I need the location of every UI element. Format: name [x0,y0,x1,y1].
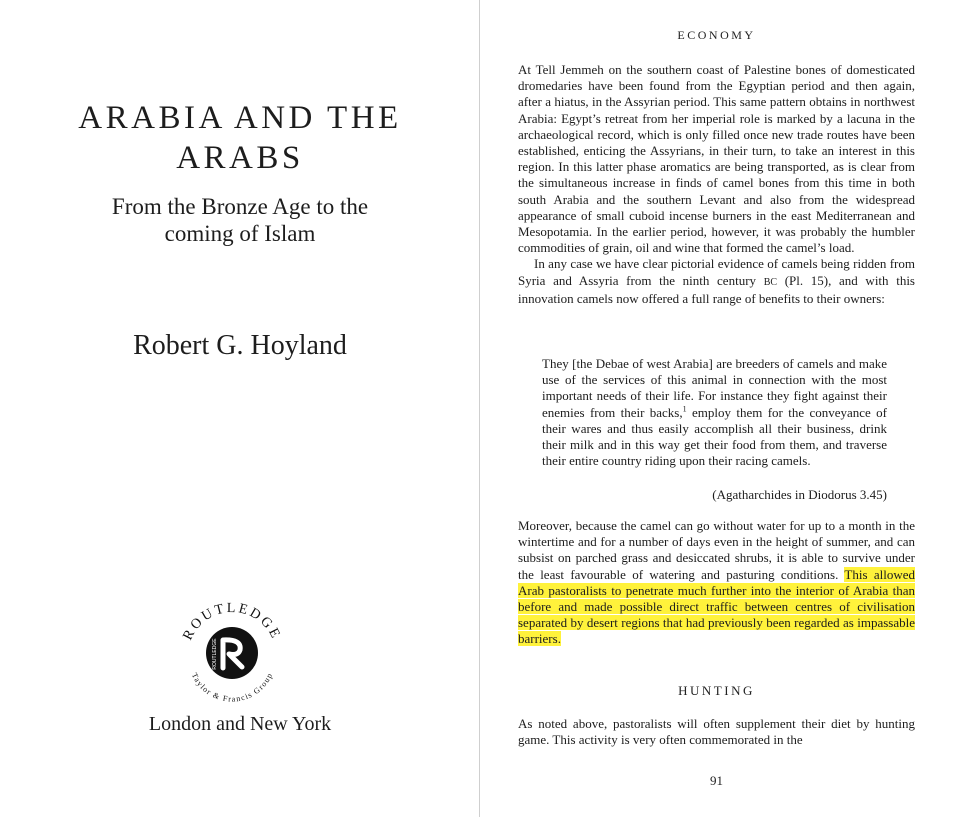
section-heading: HUNTING [678,683,755,698]
logo-arc-top-text: ROUTLEDGE [180,600,284,643]
title-page [0,0,479,817]
footnote-marker: 1 [682,404,687,414]
era-abbreviation: BC [763,276,778,288]
page-number: 91 [710,773,723,788]
paragraph-1: At Tell Jemmeh on the southern coast of Palestine bones of domesticated dromedaries have been found from the Egyptian period and then again, after a hiatus, in the Assyrian period. This same pattern obtains in northwest Arabia: Egypt’s retreat from her imperial role is marked by a lacuna in the archaeological record, which is only filled once new trade routes have been established, enticing the Assyrians, in their turn, to take an interest in this region. In this latter phase aromatics are being transported, as is clear from the simultaneous increase in finds of camel bones from this time in both south Arabia and the southern Levant and also from the widespread appearance of small cuboid incense burners in the east Mediterranean and Mesopotamia. In the earlier period, however, it was probably the humbler commodities of grain, oil and wine that formed the camel’s load. [518,62,915,256]
paragraph-4: As noted above, pastoralists will often supplement their diet by hunting game. This activity is very often commemorated in the [518,716,915,748]
book-title: ARABIA AND THE ARABS [78,100,402,176]
book-subtitle: From the Bronze Age to the coming of Islam [111,194,369,246]
logo-center-text: ROUTLEDGE [212,638,218,670]
quote-citation: (Agatharchides in Diodorus 3.45) [712,487,887,502]
running-head: ECONOMY [677,28,756,42]
highlighted-text[interactable]: This allowed Arab pastoralists to penetrate much further into the interior of Arabia than before and made possible direct traffic between centres of civilisation separated by desert regions that had previously been regarded as impassable barriers. [518,566,915,647]
body-paragraphs [518,62,915,307]
paragraph-2: In any case we have clear pictorial evidence of camels being ridden from Syria and Assyria from the ninth century BC (Pl. 15), and with this innovation camels now offered a full range of benefits to their owners: [518,256,915,306]
publication-place: London and New York [148,713,332,735]
author-name: Robert G. Hoyland [133,330,347,361]
routledge-logo-icon [174,596,289,711]
paragraph-3: Moreover, because the camel can go without water for up to a month in the wintertime and for a number of days even in the height of summer, and can subsist on parched grass and desiccated shrubs, it is able to survive under the least favourable of watering and pasturing conditions. This allowed Arab pastoralists to penetrate much further into the interior of Arabia than before and made possible direct traffic between centres of civilisation separated by desert regions that had previously been regarded as impassable barriers. [518,518,915,647]
text-page [480,0,960,817]
logo-arc-bottom-text: Taylor & Francis Group [189,671,275,704]
block-quote: They [the Debae of west Arabia] are breeders of camels and make use of the services of this animal in connection with the most important needs of their life. For instance they fight against their enemies from their backs,$^1$ employ them for the conveyance of their wares and thus easily accomplish all their business, drink their milk and in this way get their food from them, and traverse their entire country riding upon their racing camels. [542,356,887,469]
